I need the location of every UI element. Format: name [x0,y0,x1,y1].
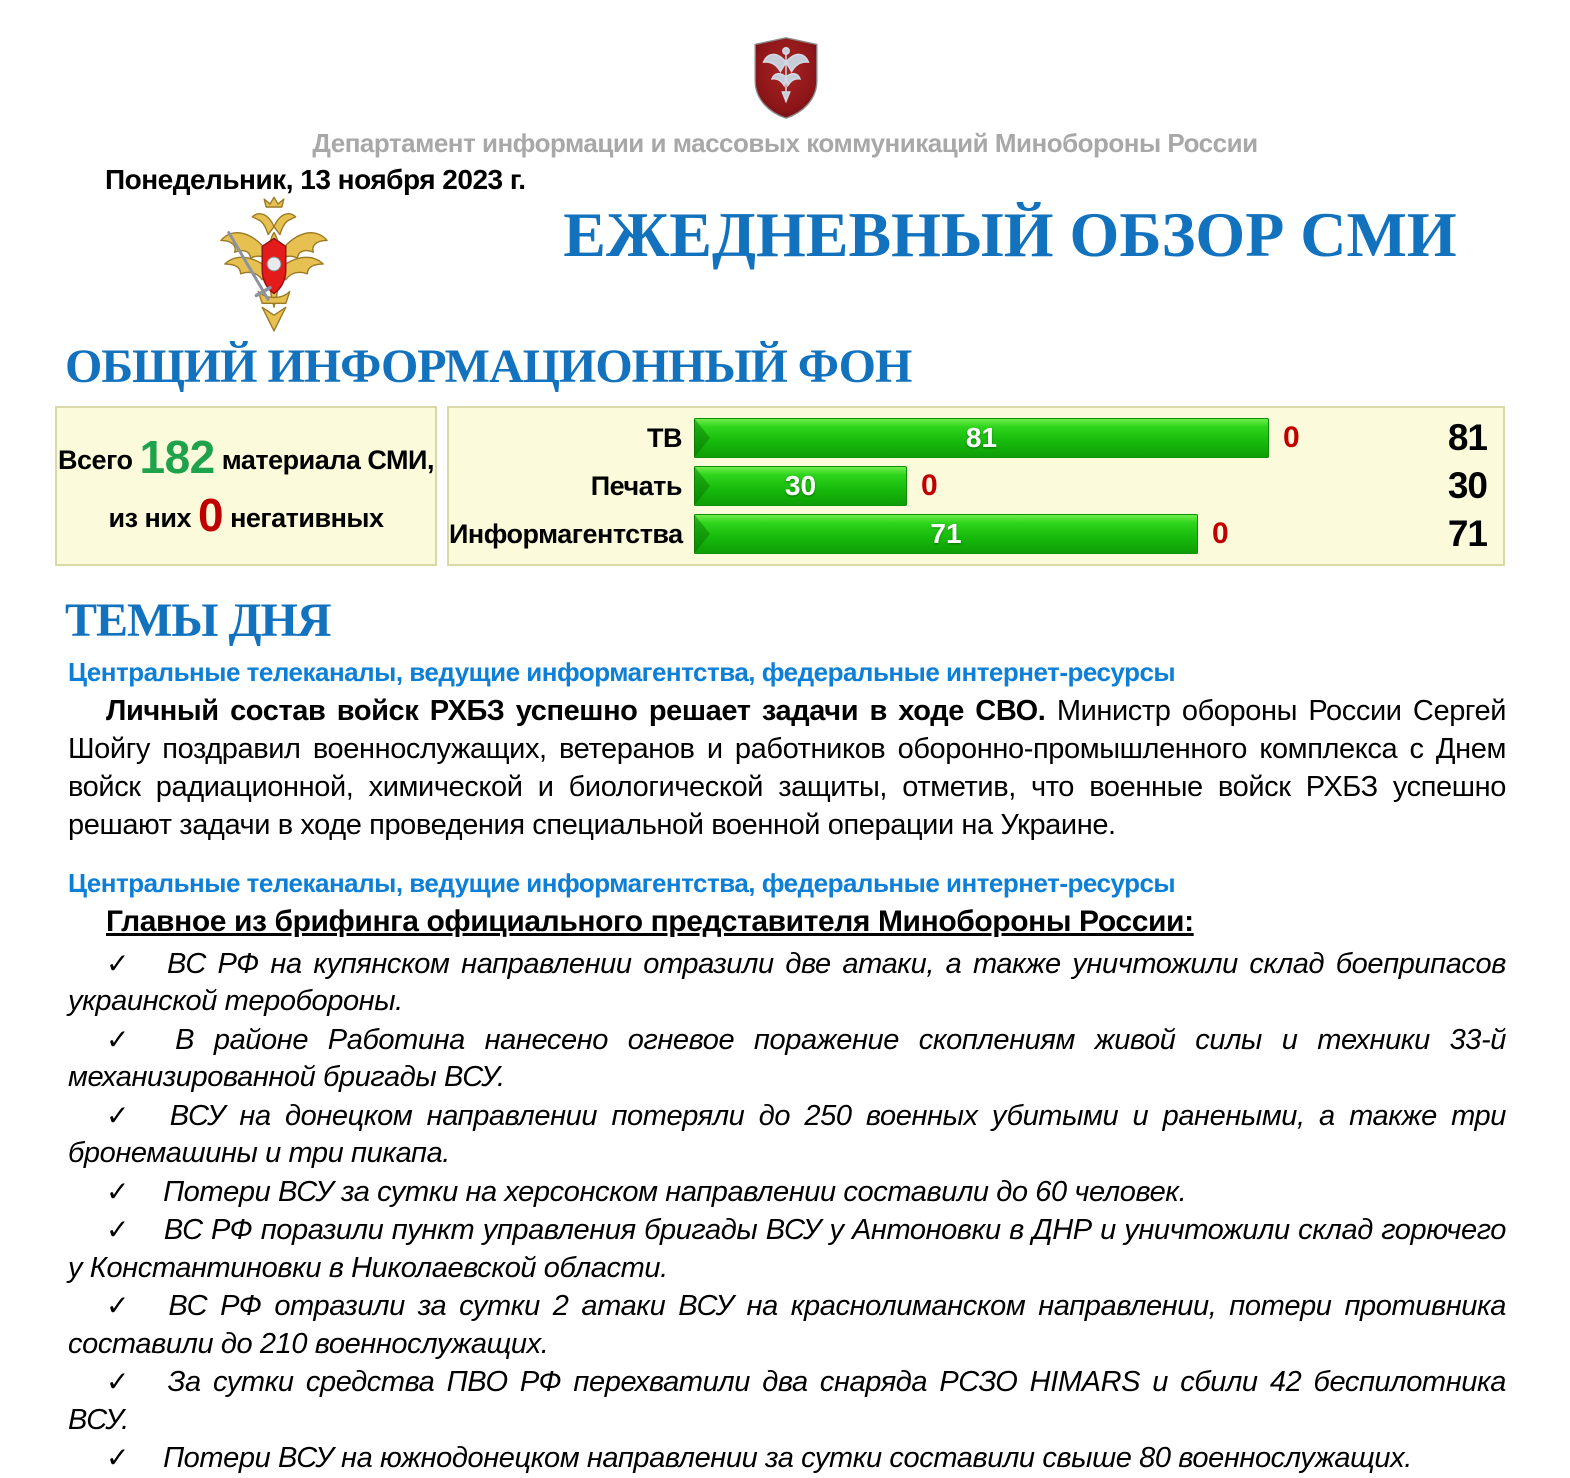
summary-suffix: материала СМИ, [221,445,434,476]
section-heading-topics: ТЕМЫ ДНЯ [65,594,331,648]
briefing-item-text: Потери ВСУ на южнодонецком направлении за сутки составили свыше 80 военнослужащих. [163,1442,1412,1475]
bar-value: 30 [784,470,817,502]
briefing-item [68,1097,1506,1173]
bar-total: 81 [1447,417,1487,459]
negative-count: 0 [197,489,224,542]
briefing-item [68,1363,1506,1439]
bar-negative-value: 0 [1283,421,1300,455]
bar-green [694,466,907,506]
check-icon: ✓ [106,947,134,979]
briefing-item-text: Потери ВСУ за сутки на херсонском направлении составили до 60 человек. [163,1175,1187,1208]
summary-line-negative [109,488,384,542]
briefing-item-text: В районе Работина нанесено огневое поражение скоплениям живой силы и техники 33-й механизированной бригады ВСУ. [68,1023,1507,1094]
bar-negative-value: 0 [921,469,938,503]
chart-row-print [449,462,1493,510]
briefing-item [68,1173,1506,1212]
check-icon: ✓ [106,1442,130,1474]
check-icon: ✓ [106,1290,135,1322]
document-header [0,0,1570,340]
department-shield-icon [748,36,824,120]
document-title: ЕЖЕДНЕВНЫЙ ОБЗОР СМИ [563,199,1457,270]
negative-prefix: из них [108,503,191,534]
section-heading-info-background: ОБЩИЙ ИНФОРМАЦИОННЫЙ ФОН [65,340,912,393]
mod-eagle-icon [215,196,333,336]
bar-total: 71 [1447,513,1487,555]
bar-value: 71 [930,518,962,550]
lead-body: Министр обороны России Сергей Шойгу поздравил военнослужащих, ветеранов и работников оборонно-промышленного комплекса с Днем войск радиационной, химической и биологической защиты, отметив, что военные войск РХБЗ успешно решают задачи в ходе проведения специальной военной операции на Украине. [68,694,1506,841]
check-icon: ✓ [106,1099,136,1131]
document-date: Понедельник, 13 ноября 2023 г. [105,164,526,195]
briefing-item-text: ВС РФ поразили пункт управления бригады ВСУ у Антоновки в ДНР и уничтожили склад горючего у Константиновки в Николаевской области. [68,1214,1507,1284]
briefing-item-text: ВСУ на донецком направлении потеряли до 250 военных убитыми и ранеными, а также три бронемашины и три пикапа. [68,1099,1507,1170]
total-count: 182 [139,431,215,484]
department-name: Департамент информации и массовых коммуникаций Минобороны России [312,128,1258,158]
media-summary-panel [55,406,437,566]
bar-value: 81 [965,422,998,454]
briefing-item [68,1021,1506,1097]
source-line-2: Центральные телеканалы, ведущие информагентства, федеральные интернет-ресурсы [68,867,1176,898]
negative-suffix: негативных [230,503,384,534]
check-icon: ✓ [106,1175,130,1207]
summary-prefix: Всего [58,445,133,476]
summary-line-total [58,430,434,484]
media-stats-block [55,406,1505,566]
lead-paragraph [68,692,1506,844]
chart-row-tv [449,414,1493,462]
briefing-item-text: ВС РФ на купянском направлении отразили две атаки, а также уничтожили склад боеприпасов украинской теробороны. [68,947,1506,1018]
briefing-list [68,945,1506,1478]
check-icon: ✓ [106,1214,130,1246]
briefing-item-text: За сутки средства ПВО РФ перехватили два снаряда РСЗО HIMARS и сбили 42 беспилотника ВСУ. [68,1366,1507,1436]
media-bar-chart [447,406,1505,566]
bar-label: Информагентства [449,518,683,549]
bar-green [694,514,1198,554]
chart-row-newsagencies [449,510,1493,558]
bar-negative-value: 0 [1212,517,1229,551]
lead-sentence: Личный состав войск РХБЗ успешно решает задачи в ходе СВО. [106,694,1046,727]
bar-track [694,466,1413,506]
source-line-1: Центральные телеканалы, ведущие информагентства, федеральные интернет-ресурсы [68,656,1176,687]
bar-track [694,418,1413,458]
briefing-item [68,1211,1506,1287]
bar-label: ТВ [647,422,682,453]
check-icon: ✓ [106,1023,142,1055]
briefing-item [68,1439,1506,1478]
briefing-item-text: ВС РФ отразили за сутки 2 атаки ВСУ на краснолиманском направлении, потери противника составили до 210 военнослужащих. [68,1290,1507,1360]
briefing-heading: Главное из брифинга официального представителя Минобороны России: [106,904,1194,938]
check-icon: ✓ [106,1366,134,1398]
briefing-item [68,945,1506,1021]
bar-green [694,418,1269,458]
bar-label: Печать [590,470,682,501]
bar-track [694,514,1413,554]
bar-total: 30 [1447,465,1487,507]
briefing-item [68,1287,1506,1363]
